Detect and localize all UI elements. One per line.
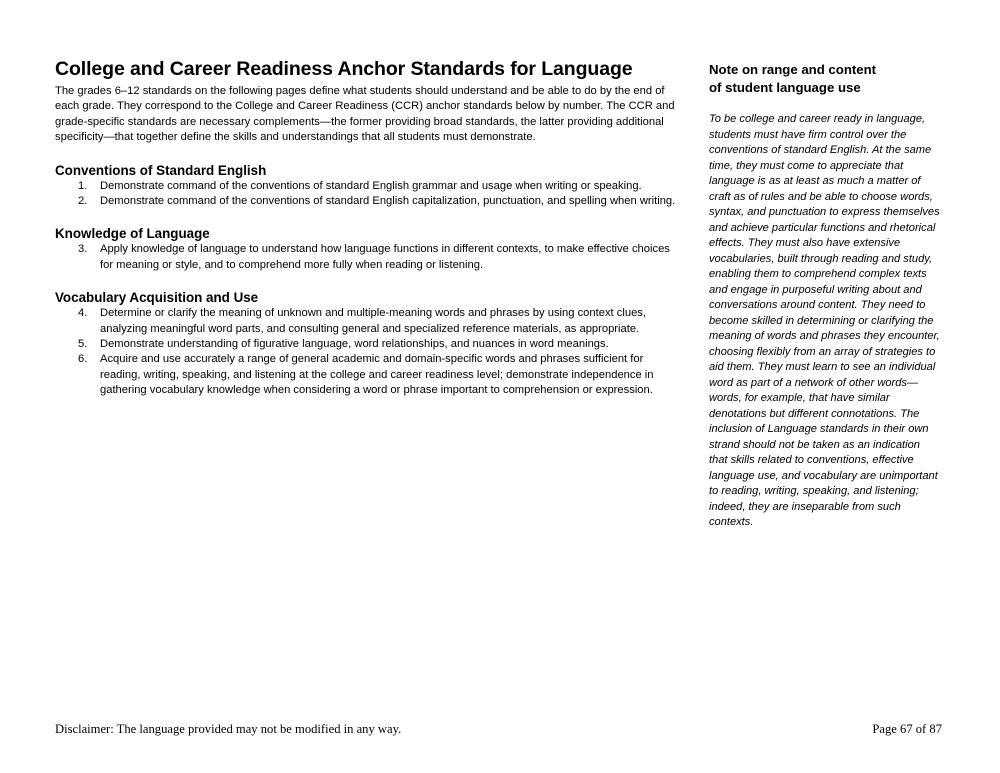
standard-text: Demonstrate command of the conventions of standard English grammar and usage when writing or speaking. [100, 179, 642, 192]
section-heading: Conventions of Standard English [55, 162, 267, 178]
standard-text: Acquire and use accurately a range of general academic and domain-specific words and phrases sufficient for reading, writing, speaking, and listening at the college and career readiness level; demonstrate independence in gathering vocabulary knowledge when considering a word or phrase important to comprehension or expression. [100, 353, 654, 397]
standard-item [55, 337, 683, 352]
standard-item [55, 179, 683, 194]
standards-list [55, 179, 683, 210]
page-number: Page 67 of 87 [872, 722, 942, 736]
standards-list [55, 306, 683, 398]
standard-text: Demonstrate command of the conventions of standard English capitalization, punctuation, and spelling when writing. [100, 195, 676, 208]
standard-text: Demonstrate understanding of figurative language, word relationships, and nuances in word meanings. [100, 338, 609, 351]
note-title-line: Note on range and content [709, 62, 877, 77]
standards-list [55, 242, 683, 273]
standard-text: Determine or clarify the meaning of unknown and multiple-meaning words and phrases by using context clues, analyzing meaningful word parts, and consulting general and specialized reference materials, as appropriate. [100, 307, 646, 335]
note-title-line: of student language use [709, 79, 861, 95]
standard-item [55, 242, 683, 273]
standard-item [55, 306, 683, 337]
page-title: College and Career Readiness Anchor Standards for Language [55, 58, 633, 80]
section-heading: Knowledge of Language [55, 226, 210, 242]
section-knowledge [55, 225, 683, 273]
standard-item [55, 194, 683, 209]
standard-text: Apply knowledge of language to understand how language functions in different contexts, to make effective choices for meaning or style, and to comprehend more fully when reading or listening. [100, 243, 670, 271]
main-content [55, 57, 683, 399]
note-title [709, 61, 941, 96]
footer-disclaimer: Disclaimer: The language provided may not be modified in any way. [55, 722, 402, 736]
section-conventions [55, 162, 683, 210]
section-heading: Vocabulary Acquisition and Use [55, 290, 259, 306]
note-body: To be college and career ready in language, students must have firm control over the conventions of standard English. At the same time, they must come to appreciate that language is as at least as much a matter of craft as of rules and be able to choose words, syntax, and punctuation to express themselves and achieve particular functions and rhetorical effects. They must also have extensive vocabularies, built through reading and study, enabling them to comprehend complex texts and engage in purposeful writing about and conversations around content. They need to become skilled in determining or clarifying the meaning of words and phrases they encounter, choosing flexibly from an array of strategies to aid them. They must learn to see an individual word as part of a network of other words—words, for example, that have similar denotations but different connotations. The inclusion of Language standards in their own strand should not be taken as an indication that skills related to conventions, effective language use, and vocabulary are unimportant to reading, writing, speaking, and listening; indeed, they are inseparable from such contexts. [709, 113, 940, 528]
intro-paragraph: The grades 6–12 standards on the following pages define what students should understand and be able to do by the end of each grade. They correspond to the College and Career Readiness (CCR) anchor standards below by number. The CCR and grade-specific standards are necessary complements—the former providing broad standards, the latter providing additional specificity—that together define the skills and understandings that all students must demonstrate. [55, 85, 675, 144]
standard-number: 5. [78, 338, 88, 351]
standard-number: 6. [78, 353, 88, 366]
sidebar-note [709, 61, 941, 531]
standard-number: 2. [78, 195, 88, 208]
standard-number: 1. [78, 179, 88, 192]
standard-number: 4. [78, 307, 88, 320]
standard-number: 3. [78, 243, 88, 256]
standard-item [55, 352, 683, 398]
section-vocabulary [55, 289, 683, 398]
